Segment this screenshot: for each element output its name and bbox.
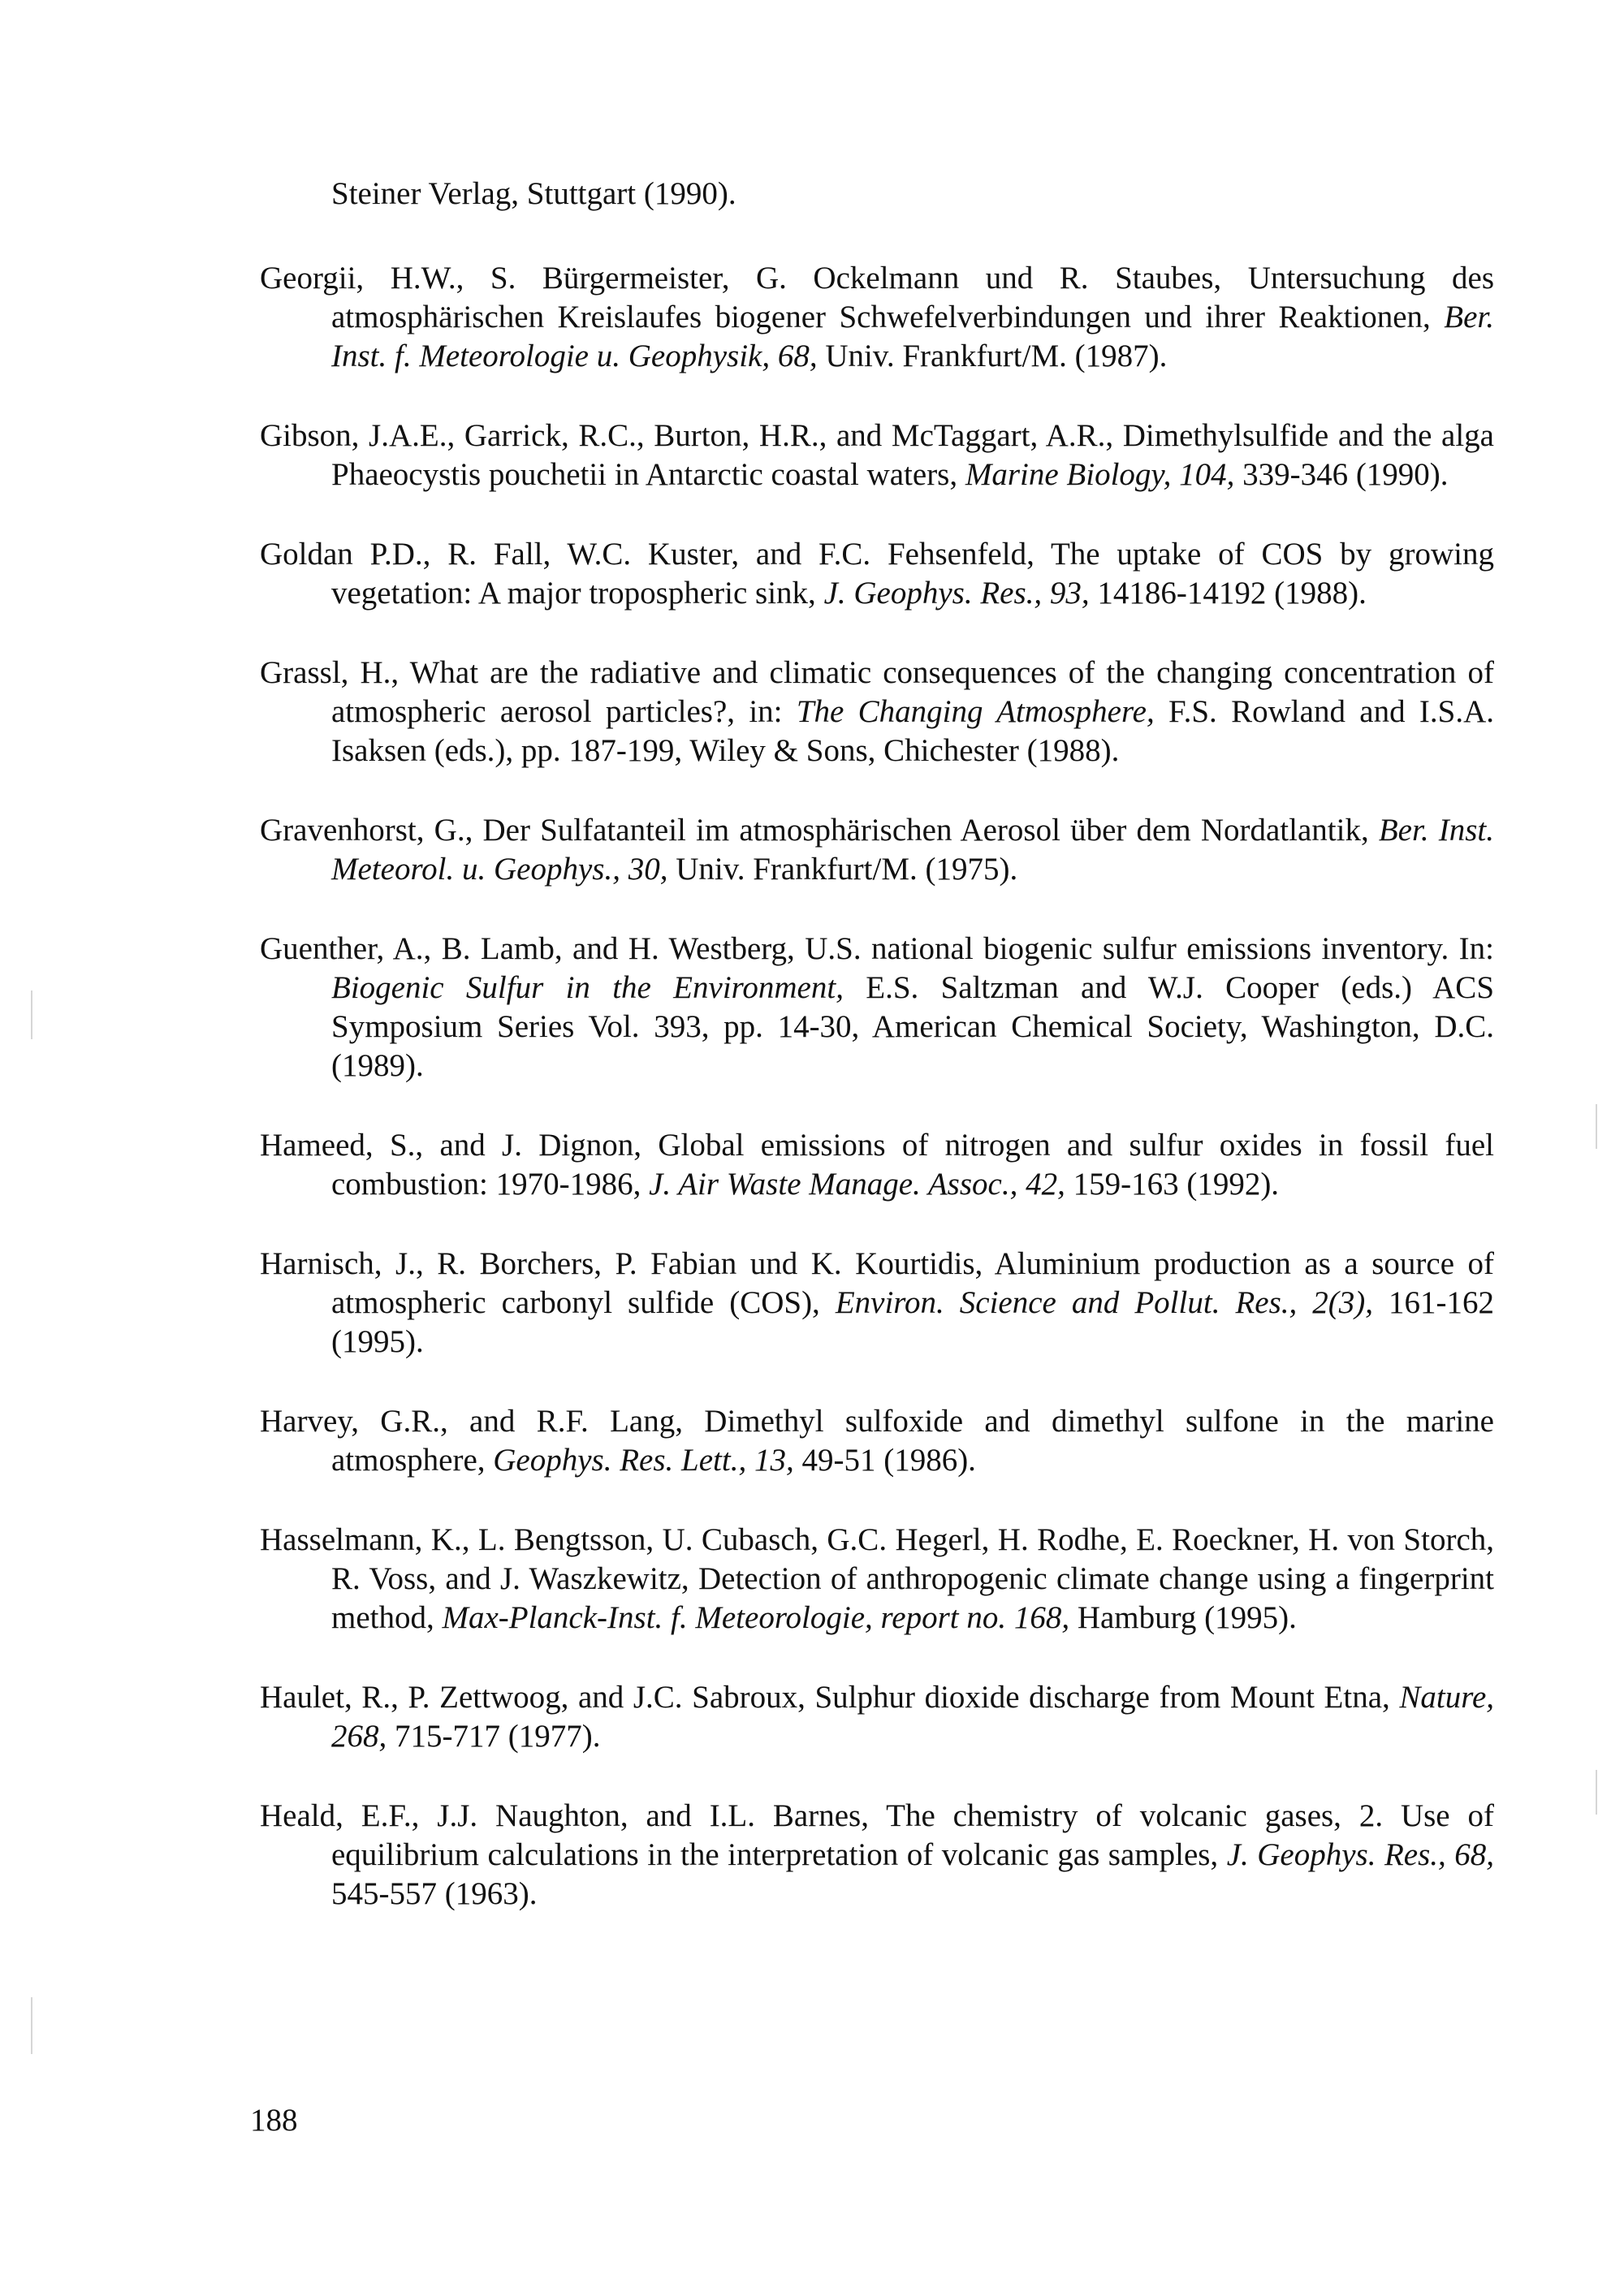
reference-guenther-1989 bbox=[260, 930, 1494, 1085]
reference-details: F.S. Rowland and I.S.A. Isaksen (eds.), pp. 187-199, Wiley & Sons, Chichester (1988). bbox=[331, 694, 1494, 768]
reference-details: E.S. Saltzman and W.J. Cooper (eds.) ACS Symposium Series Vol. 393, pp. 14-30, American Chemical Society, Washington, D.C. (1989). bbox=[331, 970, 1495, 1083]
reference-details: 161-162 (1995). bbox=[331, 1285, 1494, 1359]
reference-details: 159-163 (1992). bbox=[1065, 1167, 1280, 1202]
reference-text: Steiner Verlag, Stuttgart (1990). bbox=[331, 176, 736, 211]
reference-text: Haulet, R., P. Zettwoog, and J.C. Sabroux, Sulphur dioxide discharge from Mount Etna, bbox=[260, 1680, 1400, 1715]
reference-harvey-1986 bbox=[260, 1402, 1494, 1480]
reference-source: The Changing Atmosphere, bbox=[796, 694, 1155, 729]
reference-source: J. Geophys. Res., 93, bbox=[823, 576, 1090, 611]
reference-gibson-1990 bbox=[260, 416, 1494, 494]
reference-details: 14186-14192 (1988). bbox=[1089, 576, 1367, 611]
reference-text: Georgii, H.W., S. Bürgermeister, G. Ockelmann und R. Staubes, Untersuchung des atmosphärischen Kreislaufes biogener Schwefelverbindungen und ihrer Reaktionen, bbox=[260, 261, 1494, 334]
reference-source: Environ. Science and Pollut. Res., 2(3), bbox=[835, 1285, 1373, 1320]
reference-text: Guenther, A., B. Lamb, and H. Westberg, U.S. national biogenic sulfur emissions inventory. In: bbox=[260, 931, 1494, 966]
reference-source: Max-Planck-Inst. f. Meteorologie, report no. 168, bbox=[442, 1600, 1070, 1635]
reference-details: 715-717 (1977). bbox=[387, 1719, 601, 1754]
scan-margin-mark bbox=[1596, 1104, 1597, 1149]
reference-harnisch-1995 bbox=[260, 1245, 1494, 1362]
reference-steiner-continuation bbox=[260, 175, 1494, 214]
reference-details: Hamburg (1995). bbox=[1069, 1600, 1297, 1635]
reference-text: Harvey, G.R., and R.F. Lang, Dimethyl sulfoxide and dimethyl sulfone in the marine atmosphere, bbox=[260, 1404, 1494, 1478]
reference-details: 49-51 (1986). bbox=[793, 1443, 976, 1478]
reference-hameed-1992 bbox=[260, 1126, 1494, 1204]
reference-text: Gravenhorst, G., Der Sulfatanteil im atmosphärischen Aerosol über dem Nordatlantik, bbox=[260, 813, 1379, 848]
reference-text: Heald, E.F., J.J. Naughton, and I.L. Barnes, The chemistry of volcanic gases, 2. Use of equilibrium calculations in the interpretation of volcanic gas samples, bbox=[260, 1798, 1494, 1872]
reference-goldan-1988 bbox=[260, 535, 1494, 613]
reference-text: Gibson, J.A.E., Garrick, R.C., Burton, H.R., and McTaggart, A.R., Dimethylsulfide and the alga Phaeocystis pouchetii in Antarctic coastal waters, bbox=[260, 418, 1494, 492]
reference-text: Goldan P.D., R. Fall, W.C. Kuster, and F.C. Fehsenfeld, The uptake of COS by growing vegetation: A major tropospheric sink, bbox=[260, 537, 1494, 611]
reference-georgii-1987 bbox=[260, 259, 1494, 376]
reference-list bbox=[260, 175, 1494, 1954]
scan-margin-mark bbox=[31, 1997, 32, 2054]
scan-margin-mark bbox=[31, 990, 32, 1039]
page-number: 188 bbox=[250, 2103, 298, 2138]
reference-hasselmann-1995 bbox=[260, 1521, 1494, 1638]
reference-source: Geophys. Res. Lett., 13, bbox=[493, 1443, 794, 1478]
reference-source: Ber. Inst. f. Meteorologie u. Geophysik, 68, bbox=[331, 300, 1494, 373]
reference-grassl-1988 bbox=[260, 654, 1494, 770]
reference-heald-1963 bbox=[260, 1797, 1494, 1914]
reference-source: Biogenic Sulfur in the Environment, bbox=[331, 970, 844, 1005]
reference-source: J. Geophys. Res., 68, bbox=[1226, 1837, 1494, 1872]
reference-text: Harnisch, J., R. Borchers, P. Fabian und K. Kourtidis, Aluminium production as a source of atmospheric carbonyl sulfide (COS), bbox=[260, 1246, 1494, 1320]
reference-haulet-1977 bbox=[260, 1678, 1494, 1756]
reference-details: 339-346 (1990). bbox=[1234, 457, 1449, 492]
reference-source: Ber. Inst. Meteorol. u. Geophys., 30, bbox=[331, 813, 1494, 887]
reference-text: Grassl, H., What are the radiative and climatic consequences of the changing concentration of atmospheric aerosol particles?, in: bbox=[260, 655, 1494, 729]
reference-text: Hameed, S., and J. Dignon, Global emissions of nitrogen and sulfur oxides in fossil fuel combustion: 1970-1986, bbox=[260, 1128, 1494, 1202]
reference-details: 545-557 (1963). bbox=[331, 1876, 538, 1911]
reference-details: Univ. Frankfurt/M. (1975). bbox=[667, 852, 1018, 887]
scan-margin-mark bbox=[1596, 1770, 1597, 1815]
reference-gravenhorst-1975 bbox=[260, 811, 1494, 889]
reference-source: J. Air Waste Manage. Assoc., 42, bbox=[649, 1167, 1065, 1202]
reference-details: Univ. Frankfurt/M. (1987). bbox=[817, 339, 1168, 373]
reference-source: Nature, 268, bbox=[331, 1680, 1494, 1754]
reference-source: Marine Biology, 104, bbox=[965, 457, 1235, 492]
reference-text: Hasselmann, K., L. Bengtsson, U. Cubasch, G.C. Hegerl, H. Rodhe, E. Roeckner, H. von Storch, R. Voss, and J. Waszkewitz, Detection of anthropogenic climate change using a fingerprint method, bbox=[260, 1522, 1494, 1635]
